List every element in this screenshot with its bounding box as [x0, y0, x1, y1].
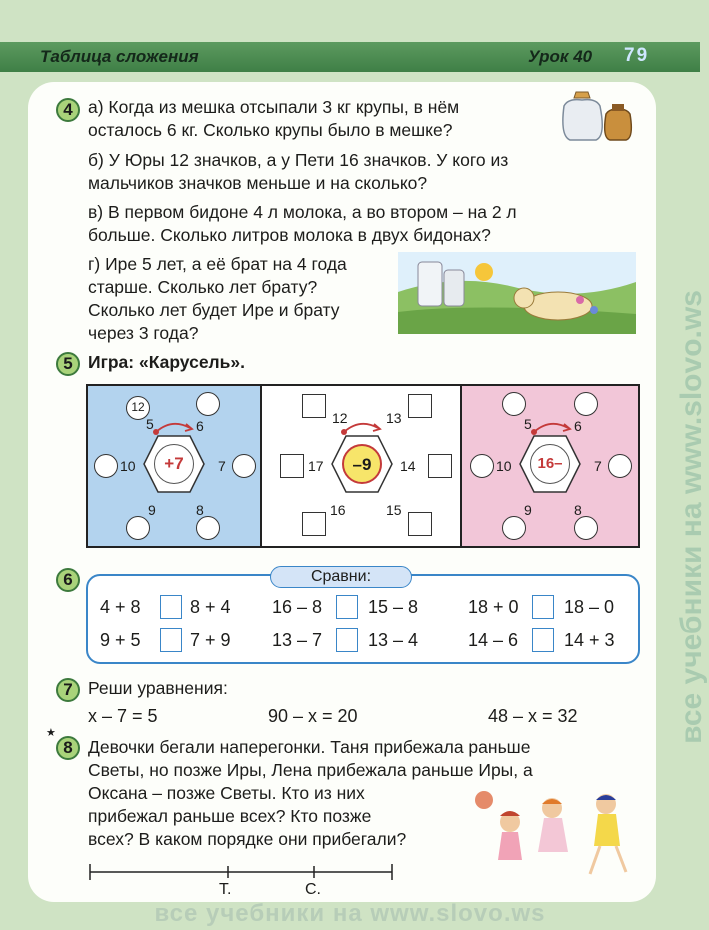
lesson-label: Урок 40	[528, 47, 593, 66]
axis-label-sveta: С.	[305, 881, 321, 898]
label-3-6: 6	[574, 418, 582, 434]
label-2-15: 15	[386, 502, 402, 518]
compare-box-r2c3[interactable]	[532, 628, 554, 652]
answer-square-2-14[interactable]	[428, 454, 452, 478]
equation-2: 90 – x = 20	[268, 706, 358, 726]
compare-r2c1-left: 9 + 5	[100, 630, 141, 650]
section-title: Таблица сложения	[40, 47, 199, 66]
compare-r2c3-right: 14 + 3	[564, 630, 615, 650]
task8-line3: Оксана – позже Светы. Кто из них	[88, 783, 365, 803]
answer-circle-3-e[interactable]	[502, 516, 526, 540]
task8-number: 8	[56, 736, 80, 760]
task4-b-line2: мальчиков значков меньше и на сколько?	[88, 173, 428, 193]
task4-a-line2: осталось 6 кг. Сколько крупы было в мешке?	[88, 120, 453, 140]
compare-r1c3-left: 18 + 0	[468, 597, 519, 617]
order-number-line	[88, 860, 394, 884]
answer-square-2-12[interactable]	[302, 394, 326, 418]
center-operation-1: +7	[154, 444, 194, 484]
compare-box-r2c1[interactable]	[160, 628, 182, 652]
compare-r2c2-left: 13 – 7	[272, 630, 323, 650]
answer-square-2-17[interactable]	[280, 454, 304, 478]
equation-1: x – 7 = 5	[88, 706, 158, 726]
task4-g-line4: через 3 года?	[88, 323, 199, 343]
label-2-17: 17	[308, 458, 324, 474]
answer-circle-1-9[interactable]	[126, 516, 150, 540]
cow-meadow-illustration	[398, 252, 636, 334]
answer-square-2-15[interactable]	[408, 512, 432, 536]
answer-circle-3-b[interactable]	[574, 392, 598, 416]
task4-v-line2: больше. Сколько литров молока в двух бидонах?	[88, 225, 491, 245]
answer-circle-3-c[interactable]	[470, 454, 494, 478]
task4-number: 4	[56, 98, 80, 122]
task5-title: Игра: «Карусель».	[88, 352, 246, 372]
compare-r1c1-right: 8 + 4	[190, 597, 231, 617]
center-operation-2: –9	[342, 444, 382, 484]
task4-g-line2: старше. Сколько лет брату?	[88, 277, 318, 297]
label-1-7: 7	[218, 458, 226, 474]
task8-line5: всех? В каком порядке они прибегали?	[88, 829, 407, 849]
answer-circle-1-6[interactable]	[196, 392, 220, 416]
axis-label-tanya: Т.	[219, 881, 232, 898]
label-1-10: 10	[120, 458, 136, 474]
answer-circle-1-8[interactable]	[196, 516, 220, 540]
task4-b-line1: б) У Юры 12 значков, а у Пети 16 значков. У кого из	[88, 150, 509, 170]
sack-illustration	[556, 86, 636, 144]
compare-r1c1-left: 4 + 8	[100, 597, 141, 617]
answer-circle-3-a[interactable]	[502, 392, 526, 416]
center-operation-3: 16–	[530, 444, 570, 484]
label-1-6: 6	[196, 418, 204, 434]
star-icon: ★	[46, 727, 56, 739]
task7-title: Реши уравнения:	[88, 678, 228, 698]
label-3-10: 10	[496, 458, 512, 474]
task6-number: 6	[56, 568, 80, 592]
compare-box-r2c2[interactable]	[336, 628, 358, 652]
answer-circle-1-10[interactable]	[94, 454, 118, 478]
side-watermark-text: все учебники на www.slovo.ws	[675, 290, 708, 744]
label-2-12: 12	[332, 410, 348, 426]
label-2-16: 16	[330, 502, 346, 518]
rotation-arrow-1	[152, 416, 196, 436]
answer-circle-1-7[interactable]	[232, 454, 256, 478]
compare-r1c2-left: 16 – 8	[272, 597, 323, 617]
label-3-7: 7	[594, 458, 602, 474]
task4-v-line1: в) В первом бидоне 4 л молока, а во втором – на 2 л	[88, 202, 517, 222]
compare-box-r1c3[interactable]	[532, 595, 554, 619]
label-3-9: 9	[524, 502, 532, 518]
answer-circle-3-d[interactable]	[608, 454, 632, 478]
compare-box-r1c1[interactable]	[160, 595, 182, 619]
answer-square-2-13[interactable]	[408, 394, 432, 418]
compare-title: Сравни:	[270, 566, 412, 588]
equation-3: 48 – x = 32	[488, 706, 578, 726]
compare-r1c3-right: 18 – 0	[564, 597, 615, 617]
bottom-watermark: все учебники на www.slovo.ws	[154, 900, 546, 927]
side-watermark	[662, 120, 708, 900]
rotation-arrow-2	[340, 416, 384, 436]
label-1-5: 5	[146, 416, 154, 432]
compare-r2c3-left: 14 – 6	[468, 630, 519, 650]
task7-number: 7	[56, 678, 80, 702]
label-2-13: 13	[386, 410, 402, 426]
page-number: 79	[624, 45, 650, 66]
compare-r1c2-right: 15 – 8	[368, 597, 419, 617]
rotation-arrow-3	[530, 416, 574, 436]
label-3-5: 5	[524, 416, 532, 432]
compare-box-r1c2[interactable]	[336, 595, 358, 619]
answer-square-2-16[interactable]	[302, 512, 326, 536]
label-1-9: 9	[148, 502, 156, 518]
task8-line2: Светы, но позже Иры, Лена прибежала раньше Иры, а	[88, 760, 533, 780]
label-1-8: 8	[196, 502, 204, 518]
header-bar	[0, 42, 700, 72]
compare-r2c1-right: 7 + 9	[190, 630, 231, 650]
task8-line1: Девочки бегали наперегонки. Таня прибежала раньше	[88, 737, 531, 757]
task8-line4: прибежал раньше всех? Кто позже	[88, 806, 372, 826]
task4-a-line1: а) Когда из мешка отсыпали 3 кг крупы, в нём	[88, 97, 460, 117]
running-girls-illustration	[470, 782, 640, 882]
compare-r2c2-right: 13 – 4	[368, 630, 419, 650]
task4-g-line1: г) Ире 5 лет, а её брат на 4 года	[88, 254, 347, 274]
answer-circle-1-12[interactable]: 12	[126, 396, 150, 420]
label-3-8: 8	[574, 502, 582, 518]
label-2-14: 14	[400, 458, 416, 474]
task5-number: 5	[56, 352, 80, 376]
task4-g-line3: Сколько лет будет Ире и брату	[88, 300, 340, 320]
answer-circle-3-f[interactable]	[574, 516, 598, 540]
